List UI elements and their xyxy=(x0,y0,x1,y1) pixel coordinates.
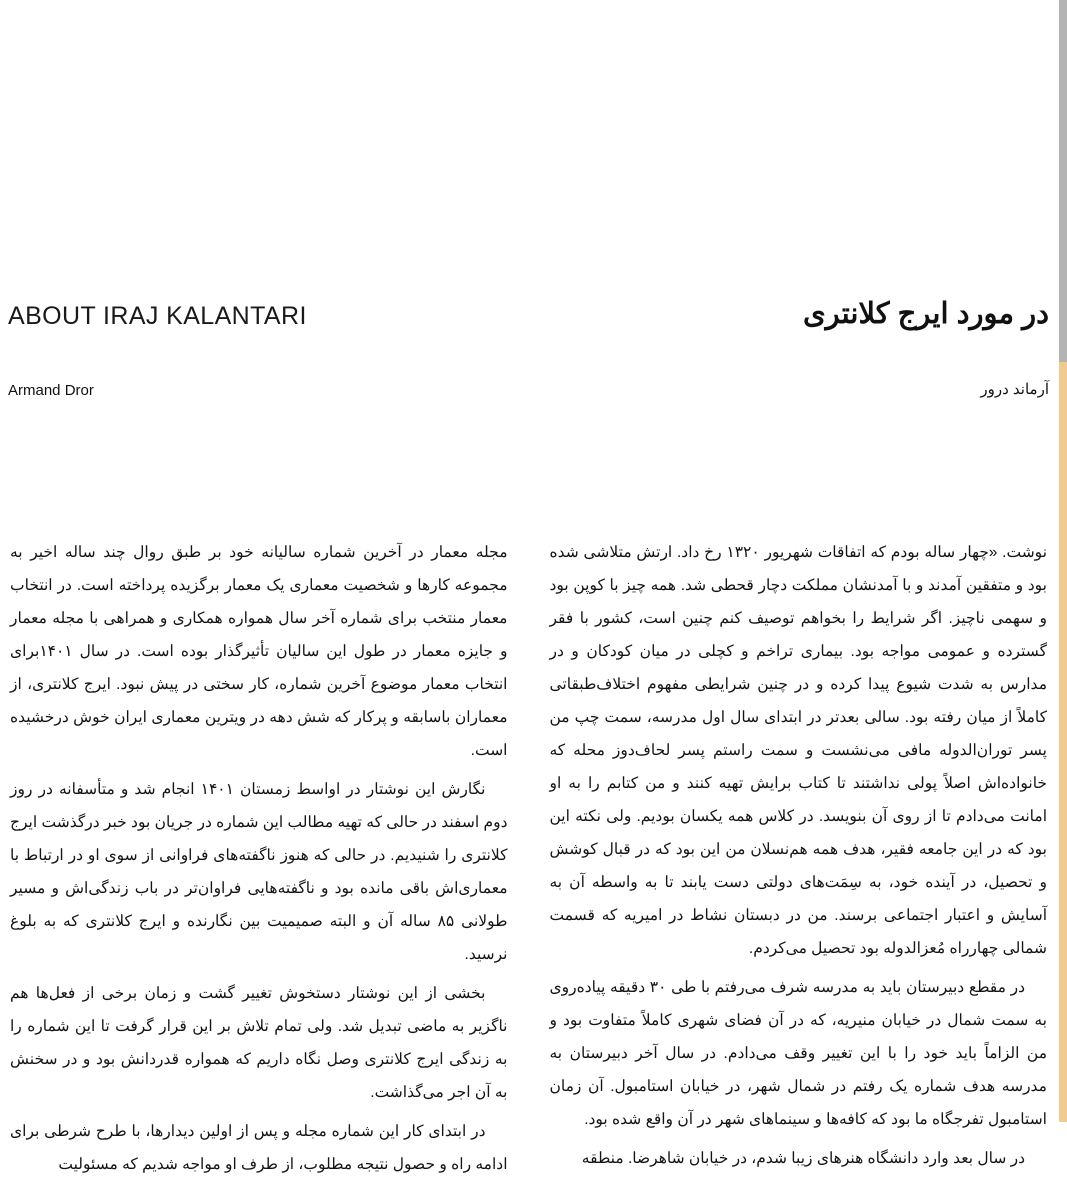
page-title-fa: در مورد ایرج کلانتری xyxy=(802,298,1049,330)
author-name-fa: آرماند درور xyxy=(980,381,1049,398)
body-columns xyxy=(10,536,1048,1173)
paragraph: مجله معمار در آخرین شماره سالیانه خود بر طبق روال چند ساله اخیر به مجموعه کارها و شخصیت معماری یک معمار برگزیده پرداخته است. در انتخاب معمار منتخب برای شماره آخر سال همواره همکاری و همراهی با مجله معمار و جایزه معمار در طول این سالیان تأثیرگذار بوده است. در سال ۱۴۰۱برای انتخاب معمار موضوع آخرین شماره، کار سختی در پیش نبود. ایرج کلانتری، از معماران باسابقه و پرکار که شش دهه در ویترین معماری ایران خوش درخشیده است. xyxy=(10,544,508,759)
column-right xyxy=(10,536,508,1173)
paragraph: در مقطع دبیرستان باید به مدرسه شرف می‌رفتم با طی ۳۰ دقیقه پیاده‌روی به سمت شمال در خیابان منیریه، که در آن فضای شهری کاملاً متفاوت بود و من الزاماً باید خود را با این تغییر وقف می‌دادم. در سال آخر دبیرستان به مدرسه هدف شماره یک رفتم در شمال شهر، در خیابان استامبول. آن زمان استامبول تفرجگاه ما بود که کافه‌ها و سینماهای شهر در آن واقع شده بود. xyxy=(549,979,1047,1128)
page-title-en: ABOUT IRAJ KALANTARI xyxy=(8,302,307,330)
paragraph: نوشت. «چهار ساله بودم که اتفاقات شهریور ۱۳۲۰ رخ داد. ارتش متلاشی شده بود و متفقین آمدند و با آمدنشان مملکت دچار قحطی شد. همه چیز با کوپن بود و سهمی ناچیز. اگر شرایط را بخواهم توصیف کنم چنین است، کشور با فقر گسترده و عمومی مواجه بود. بیماری تراخم و کچلی در میان کودکان و در مدارس به شدت شیوع پیدا کرده و در چنین شرایطی مفهوم اختلاف‌طبقاتی کاملاً از میان رفته بود. سالی بعدتر در ابتدای سال اول مدرسه، سمت چپ من پسر توران‌الدوله مافی می‌نشست و سمت راستم پسر لحاف‌دوز محله که خانواده‌اش اصلاً پولی نداشتند تا کتاب برایش تهیه کنند و من کتابم را به او امانت می‌دادم تا از روی آن بنویسد. در کلاس همه یکسان بودیم. ولی نکته این بود که در این جامعه فقیر، هدف همه هم‌نسلان من این بود که در قبال کوشش و تحصیل، در آینده خود، به سِمَت‌های دولتی دست یابند تا به واسطه آن به آسایش و اعتبار اجتماعی برسند. من در دبستان نشاط در امیریه که قسمت شمالی چهارراه مُعزالدوله بود تحصیل می‌کردم. xyxy=(549,544,1048,957)
author-row xyxy=(8,380,1049,404)
column-left xyxy=(549,536,1048,1167)
author-name-en: Armand Dror xyxy=(8,382,94,399)
edge-bar-gray xyxy=(1059,0,1067,362)
paragraph: در سال بعد وارد دانشگاه هنرهای زیبا شدم، در خیابان شاهرضا. منطقه xyxy=(581,1150,1025,1167)
paragraph: نگارش این نوشتار در اواسط زمستان ۱۴۰۱ انجام شد و متأسفانه در روز دوم اسفند در حالی که تهیه مطالب این شماره در جریان بود خبر درگذشت ایرج کلانتری را شنیدیم. در حالی که هنوز ناگفته‌های فراوانی از سوی او در ارتباط با معماری‌اش باقی مانده بود و ناگفته‌هایی فراوان‌تر در باب زندگی‌اش و مسیر طولانی ۸۵ ساله آن و البته صمیمیت بین نگارنده و ایرج کلانتری که به بلوغ نرسید. xyxy=(10,781,508,963)
paragraph: بخشی از این نوشتار دستخوش تغییر گشت و زمان برخی از فعل‌ها هم ناگزیر به ماضی تبدیل شد. ولی تمام تلاش بر این قرار گرفت تا این شماره را به زندگی ایرج کلانتری وصل نگاه داریم که همواره قدردانش بود و در سخنش به آن اجر می‌گذاشت. xyxy=(10,985,508,1101)
title-row xyxy=(8,296,1049,352)
paragraph: در ابتدای کار این شماره مجله و پس از اولین دیدارها، با طرح شرطی برای ادامه راه و حصول نتیجه مطلوب، از طرف او مواجه شدیم که مسئولیت xyxy=(10,1123,508,1173)
edge-bar-accent xyxy=(1059,362,1067,1122)
